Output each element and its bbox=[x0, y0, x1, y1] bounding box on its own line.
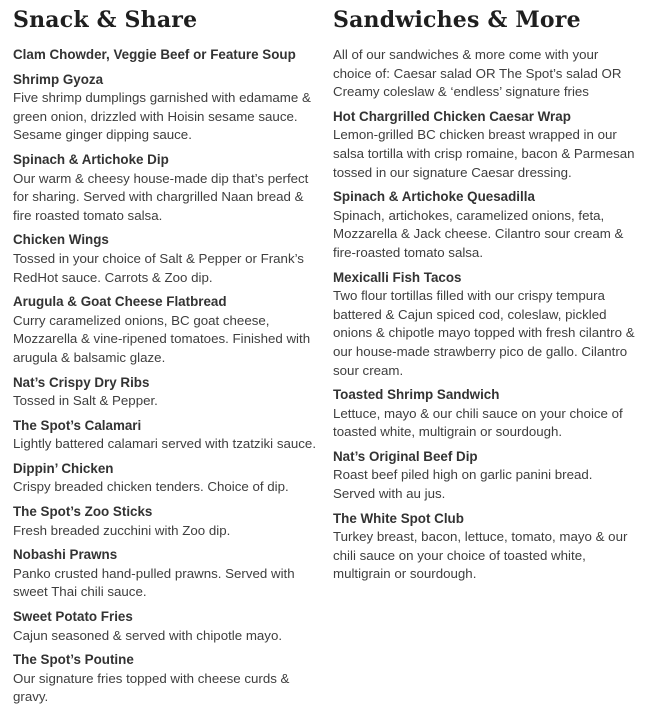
section-items-snack-share bbox=[13, 46, 317, 707]
menu-item-name: The Spot’s Poutine bbox=[13, 652, 134, 668]
menu-section-sandwiches-more bbox=[325, 6, 650, 713]
menu-section-snack-share bbox=[0, 6, 325, 713]
menu-item-description: Our warm & cheesy house-made dip that’s perfect for sharing. Served with chargrilled Naan bread & fire roasted tomato salsa. bbox=[13, 170, 309, 223]
menu-item-description: Crispy breaded chicken tenders. Choice of dip. bbox=[13, 479, 289, 495]
section-intro: All of our sandwiches & more come with your choice of: Caesar salad OR The Spot’s salad OR Creamy coleslaw & ‘endless’ signature fries bbox=[333, 47, 622, 100]
menu-item-name: Mexicalli Fish Tacos bbox=[333, 269, 462, 285]
menu-item-description: Cajun seasoned & served with chipotle mayo. bbox=[13, 627, 283, 643]
menu-item bbox=[13, 71, 317, 145]
menu-item-name: Spinach & Artichoke Quesadilla bbox=[333, 189, 535, 205]
menu-item-name: Clam Chowder, Veggie Beef or Feature Soup bbox=[13, 47, 296, 62]
menu-item bbox=[333, 188, 638, 262]
menu-item bbox=[333, 510, 638, 584]
menu-item-name: Toasted Shrimp Sandwich bbox=[333, 387, 500, 403]
section-title-snack-share: Snack & Share bbox=[13, 7, 198, 33]
menu-item bbox=[13, 293, 317, 367]
menu-item-name: Dippin’ Chicken bbox=[13, 460, 114, 476]
menu-item-description: Lightly battered calamari served with tzatziki sauce. bbox=[13, 436, 317, 452]
menu-item bbox=[333, 269, 638, 381]
menu-item bbox=[13, 608, 317, 645]
menu-item-description: Our signature fries topped with cheese curds & gravy. bbox=[13, 670, 290, 705]
menu-item-name: Nat’s Crispy Dry Ribs bbox=[13, 374, 150, 390]
menu-item-description: Spinach, artichokes, caramelized onions, feta, Mozzarella & Jack cheese. Cilantro sour cream & fire-roasted tomato salsa. bbox=[333, 207, 624, 260]
menu-item bbox=[13, 151, 317, 225]
menu-item-description: Tossed in your choice of Salt & Pepper or Frank’s RedHot sauce. Carrots & Zoo dip. bbox=[13, 250, 304, 285]
menu-item bbox=[13, 46, 317, 65]
menu-item bbox=[13, 651, 317, 707]
menu-item-name: Hot Chargrilled Chicken Caesar Wrap bbox=[333, 108, 571, 124]
menu-item-name: Nobashi Prawns bbox=[13, 547, 118, 563]
menu-item-name: Chicken Wings bbox=[13, 232, 109, 248]
menu-item-name: Sweet Potato Fries bbox=[13, 609, 133, 625]
menu-item bbox=[13, 417, 317, 454]
section-title-sandwiches-more: Sandwiches & More bbox=[333, 7, 581, 33]
menu-item bbox=[13, 460, 317, 497]
menu-item bbox=[13, 546, 317, 602]
menu-item-name: The White Spot Club bbox=[333, 510, 464, 526]
menu-item bbox=[333, 108, 638, 182]
menu-item-description: Panko crusted hand-pulled prawns. Served with sweet Thai chili sauce. bbox=[13, 565, 295, 600]
menu-item-name: The Spot’s Zoo Sticks bbox=[13, 504, 153, 520]
section-items-sandwiches-more bbox=[333, 108, 638, 584]
menu-item-description: Lemon-grilled BC chicken breast wrapped in our salsa tortilla with crisp romaine, bacon & Parmesan tossed in our signature Caesar dressing. bbox=[333, 127, 635, 180]
menu-item-name: Shrimp Gyoza bbox=[13, 71, 104, 87]
menu-item-description: Two flour tortillas filled with our crispy tempura battered & Cajun spiced cod, coleslaw, pickled onions & chipotle mayo topped with fresh cilantro & our house-made strawberry pico de gallo. Cilantro sour cream. bbox=[333, 288, 635, 378]
menu-item bbox=[333, 386, 638, 442]
menu-item-name: Arugula & Goat Cheese Flatbread bbox=[13, 294, 227, 310]
menu-item-description: Turkey breast, bacon, lettuce, tomato, mayo & our chili sauce on your choice of toasted white, multigrain or sourdough. bbox=[333, 529, 628, 582]
menu-item bbox=[13, 231, 317, 287]
menu-item-description: Curry caramelized onions, BC goat cheese, Mozzarella & vine-ripened tomatoes. Finished with arugula & balsamic glaze. bbox=[13, 312, 311, 365]
menu-item bbox=[13, 374, 317, 411]
menu-item-name: Spinach & Artichoke Dip bbox=[13, 151, 169, 167]
menu-item-description: Tossed in Salt & Pepper. bbox=[13, 393, 158, 409]
menu-item-description: Lettuce, mayo & our chili sauce on your choice of toasted white, multigrain or sourdough. bbox=[333, 405, 623, 440]
menu-item-name: The Spot’s Calamari bbox=[13, 417, 142, 433]
menu-item-description: Five shrimp dumplings garnished with edamame & green onion, drizzled with Hoisin sesame sauce. Sesame ginger dipping sauce. bbox=[13, 90, 311, 143]
menu-item-description: Fresh breaded zucchini with Zoo dip. bbox=[13, 522, 231, 538]
menu-item bbox=[333, 448, 638, 504]
menu-item bbox=[13, 503, 317, 540]
menu-item-name: Nat’s Original Beef Dip bbox=[333, 448, 478, 464]
menu-item-description: Roast beef piled high on garlic panini bread. Served with au jus. bbox=[333, 467, 593, 502]
